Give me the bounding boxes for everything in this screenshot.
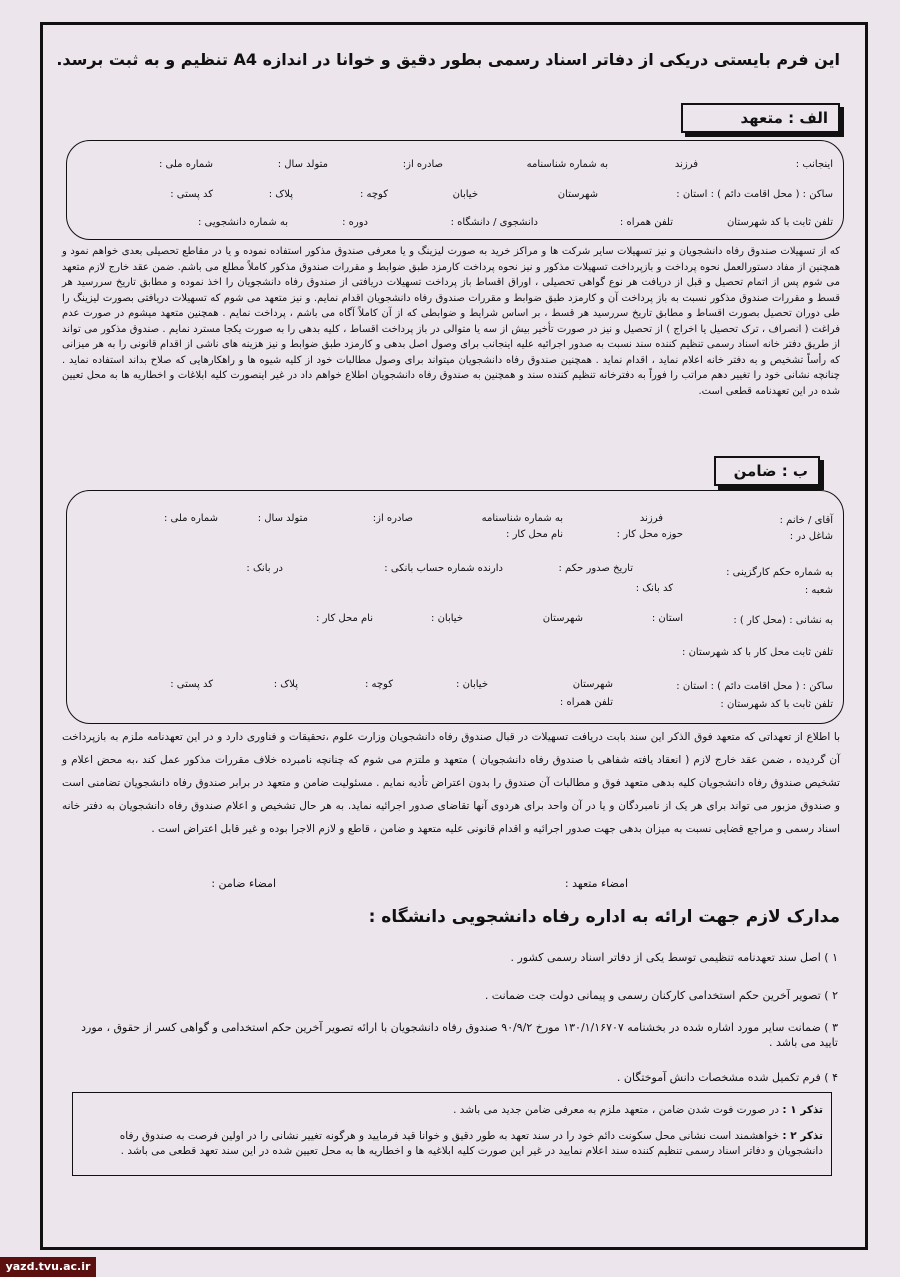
- b-branch-field[interactable]: شعبه :: [804, 585, 833, 596]
- section-a-paragraph: که از تسهیلات صندوق رفاه دانشجویان و نیز تسهیلات سایر شرکت ها و مراکز خرید به صورت لیزینگ و یا معرفی صندوق مذکور استفاده نموده و یا در مقاطع تحصیلی بعدی خواهم نمود و همچنین از مفاد دستورالعمل نحوه پرداخت و بازپرداخت تسهیلات مذکور و نیز نحوه پرداخت کارمزد طبق ضوابط و مقررات صندوق مذکور کاملاً مطلع می باشم. ضمن عقد خارج لازم متعهد می شوم پس از اتمام تحصیل و قبل از دریافت هر نوع گواهی تحصیلی ، اوراق اقساط باز پرداخت تسهیلات دریافتی از صندوق رفاه دانشجویان را اخذ نموده و مطابق تاریخ سررسید هر قسط و مقررات صندوق مذکور نسبت به باز پرداخت آن و کارمزد طبق ضوابط و مقررات صندوق رفاه دانشجویان اقدام نمایم. و نیز متعهد می شوم که تسهیلات دریافتی بصورت لیزینگ را طی دوران تحصیل بصورت اقساط و مطابق تاریخ سررسید هر قسط ، بر اساس شرایط و ضوابطی که از آن کاملاً آگاه می باشم ، پرداخت نمایم . همچنین متعهد میشوم در صورت عدم فراغت ( انصراف ، ترک تحصیل یا اخراج ) از تحصیل و نیز در صورت تأخیر بیش از سه یا متوالی در باز پرداخت اقساط ، کلیه بدهی را به صورت یکجا مسترد نمایم . صندوق مذکور می تواند از طریق دفتر خانه اسناد رسمی تنظیم کننده سند نسبت به صدور اجرائیه علیه اینجانب برای وصول اصل بدهی و کارمزد طبق ضوابط و نیز هزینه های ناشی از اقدام قانونی را به هر میزانی که رأساً تشخیص و به دفتر خانه اعلام نماید ، اقدام نماید . همچنین صندوق رفاه دانشجویان میتواند برای وصول مطالبات خود از کلیه شیوه ها و راهکارهایی که صلاح بداند استفاده نماید . چنانچه نشانی خود را تغییر دهم مراتب را فوراً به دفترخانه تنظیم کننده سند و همچنین به صندوق رفاه دانشجویان اطلاع خواهم داد در غیر اینصورت کلیه ابلاغات و اخطاریه ها به محل تعیین شده در این تعهدنامه قطعی است.: [62, 246, 840, 397]
- a-birth-field[interactable]: متولد سال :: [277, 159, 328, 170]
- b-id-field[interactable]: به شماره شناسنامه: [481, 513, 563, 524]
- b-residence-alley-field[interactable]: کوچه :: [364, 679, 393, 690]
- b-bank-account-field[interactable]: دارنده شماره حساب بانکی :: [384, 563, 503, 574]
- section-b-title: ب : ضامن: [714, 456, 820, 486]
- b-work-address-field[interactable]: به نشانی : (محل کار ) :: [733, 615, 833, 626]
- note-2-label: تذکر ۲ :: [782, 1130, 823, 1142]
- b-work-city-field[interactable]: شهرستان: [542, 613, 583, 624]
- b-workplace-name-field[interactable]: نام محل کار :: [506, 529, 563, 540]
- section-b-form: [66, 490, 844, 724]
- b-residence-province-field[interactable]: ساکن : ( محل اقامت دائم ) : استان :: [676, 681, 833, 692]
- site-footer-link[interactable]: yazd.tvu.ac.ir: [0, 1257, 96, 1277]
- section-a-title: الف : متعهد: [681, 103, 840, 133]
- a-address-province-field[interactable]: ساکن : ( محل اقامت دائم ) : استان :: [676, 189, 833, 200]
- b-decree-number-field[interactable]: به شماره حکم کارگزینی :: [726, 567, 833, 578]
- a-course-field[interactable]: دوره :: [342, 217, 368, 228]
- documents-title: مدارک لازم جهت ارائه به اداره رفاه دانشجویی دانشگاه :: [368, 907, 840, 927]
- b-decree-date-field[interactable]: تاریخ صدور حکم :: [558, 563, 633, 574]
- note-1-text: در صورت فوت شدن ضامن ، متعهد ملزم به معرفی ضامن جدید می باشد .: [453, 1104, 780, 1116]
- guarantor-signature[interactable]: امضاء ضامن :: [211, 877, 276, 890]
- a-postal-field[interactable]: کد پستی :: [170, 189, 213, 200]
- document-item-4: ۴ ) فرم تکمیل شده مشخصات دانش آموختگان .: [616, 1071, 838, 1084]
- b-residence-street-field[interactable]: خیابان :: [456, 679, 488, 690]
- a-plaque-field[interactable]: پلاک :: [268, 189, 293, 200]
- note-1: [81, 1103, 823, 1118]
- b-bank-field[interactable]: در بانک :: [246, 563, 283, 574]
- b-employer-field[interactable]: شاغل در :: [789, 531, 833, 542]
- a-name-field[interactable]: اینجانب :: [795, 159, 833, 170]
- b-work-phone-field[interactable]: تلفن ثابت محل کار با کد شهرستان :: [682, 647, 833, 658]
- b-work-province-field[interactable]: استان :: [651, 613, 683, 624]
- a-university-field[interactable]: دانشجوی / دانشگاه :: [450, 217, 538, 228]
- document-item-2: ۲ ) تصویر آخرین حکم استخدامی کارکنان رسمی و پیمانی دولت جت ضمانت .: [484, 989, 838, 1002]
- b-bank-code-field[interactable]: کد بانک :: [635, 583, 673, 594]
- section-b-paragraph: با اطلاع از تعهداتی که متعهد فوق الذکر این سند بابت دریافت تسهیلات در قبال صندوق رفاه دانشجویان وزارت علوم ،تحقیقات و فناوری دارد و در این تعهدنامه ملزم به بازپرداخت آن گردیده ، ضمن عقد خارج لازم ( انعقاد یافته شفاهی با صندوق رفاه دانشجویان ) متعهد و ملتزم می شوم که چنانچه نامبرده خلاف مقررات مذکور عمل کند ،به محض اعلام و تشخیص صندوق رفاه دانشجویان کلیه بدهی متعهد فوق و مطالبات آن صندوق را بدون اعتراض تأدیه نمایم . مسئولیت ضامن و متعهد در برابر صندوق رفاه دانشجویان تضامنی است و صندوق مزبور می تواند برای هر یک از نامبردگان و یا در آن واحد برای هردوی آنها تقاضای صدور اجرائیه نماید. به هر حال تشخیص و اعلام صندوق رفاه دانشجویان به دفتر خانه اسناد رسمی و مراجع قضایی نسبت به میزان بدهی جهت صدور اجرائیه و اقدام قانونی علیه متعهد و ضامن ، قاطع و لازم الاجرا بوده و غیر قابل اعتراض است .: [62, 731, 840, 835]
- form-header: این فرم بایستی دریکی از دفاتر اسناد رسمی بطور دقیق و خوانا در اندازه A4 تنظیم و به ثبت برسد.: [56, 50, 840, 69]
- b-residence-plaque-field[interactable]: پلاک :: [273, 679, 298, 690]
- note-2-text: خواهشمند است نشانی محل سکونت دائم خود را در سند تعهد به طور دقیق و خوانا قید فرمایید و هرگونه تغییر نشانی را در اولین فرصت به صندوق رفاه دانشجویان و دفاتر اسناد رسمی تنظیم کننده سند اعلام نمایید در غیر این صورت کلیه ابلاغیه ها و اخطاریه ها به محل تعیین شده در این سند تعهد قطعی می باشد .: [119, 1130, 823, 1157]
- a-issued-field[interactable]: صادره از:: [402, 159, 443, 170]
- b-work-street-field[interactable]: خیابان :: [431, 613, 463, 624]
- b-father-field[interactable]: فرزند: [639, 513, 663, 524]
- notes-box: [72, 1092, 832, 1176]
- b-residence-postal-field[interactable]: کد پستی :: [170, 679, 213, 690]
- a-id-field[interactable]: به شماره شناسنامه: [526, 159, 608, 170]
- b-birth-field[interactable]: متولد سال :: [257, 513, 308, 524]
- b-residence-phone-field[interactable]: تلفن ثابت با کد شهرستان :: [720, 699, 833, 710]
- a-father-field[interactable]: فرزند: [674, 159, 698, 170]
- a-alley-field[interactable]: کوچه :: [359, 189, 388, 200]
- b-issued-field[interactable]: صادره از:: [372, 513, 413, 524]
- a-national-id-field[interactable]: شماره ملی :: [158, 159, 213, 170]
- b-work-area-field[interactable]: حوزه محل کار :: [616, 529, 683, 540]
- b-residence-mobile-field[interactable]: تلفن همراه :: [559, 697, 613, 708]
- a-student-id-field[interactable]: به شماره دانشجویی :: [198, 217, 288, 228]
- obligor-signature[interactable]: امضاء متعهد :: [564, 877, 628, 890]
- section-a-form: [66, 140, 844, 240]
- a-city-field[interactable]: شهرستان: [557, 189, 598, 200]
- note-1-label: تذکر ۱ :: [782, 1104, 823, 1116]
- b-name-field[interactable]: آقای / خانم :: [779, 515, 833, 526]
- a-street-field[interactable]: خیابان: [452, 189, 478, 200]
- note-2: [81, 1129, 823, 1159]
- a-phone-field[interactable]: تلفن ثابت با کد شهرستان: [726, 217, 833, 228]
- b-work-name-field[interactable]: نام محل کار :: [316, 613, 373, 624]
- document-item-3: ۳ ) ضمانت سایر مورد اشاره شده در بخشنامه ۱۳۰/۱/۱۶۷۰۷ مورخ ۹۰/۹/۲ صندوق رفاه دانشجویان با ارائه تصویر آخرین حکم استخدامی و گواهی کسر از حقوق ، مورد تایید می باشد .: [81, 1021, 838, 1049]
- document-item-1: ۱ ) اصل سند تعهدنامه تنظیمی توسط یکی از دفاتر اسناد رسمی کشور .: [510, 951, 838, 964]
- b-residence-city-field[interactable]: شهرستان: [572, 679, 613, 690]
- a-mobile-field[interactable]: تلفن همراه :: [619, 217, 673, 228]
- b-national-id-field[interactable]: شماره ملی :: [163, 513, 218, 524]
